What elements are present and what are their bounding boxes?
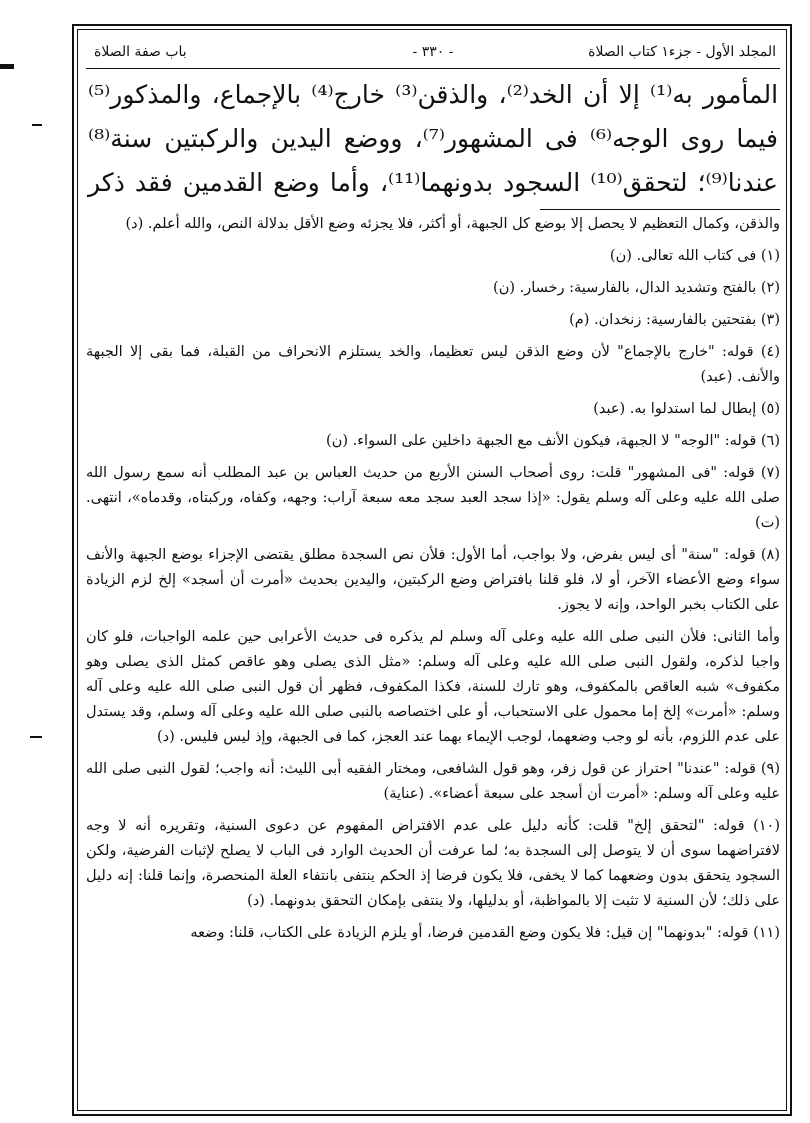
footnote: والذقن، وكمال التعظيم لا يحصل إلا بوضع كل الجبهة، أو أكثر، فلا يجزئه وضع الأقل بدلالة النص، والله أعلم. (د) (125, 216, 780, 232)
main-text (86, 73, 780, 205)
footnote-separator (540, 209, 780, 210)
header-rule (86, 68, 780, 69)
main-line: فيما روى الوجه⁽⁶⁾ فى المشهور⁽⁷⁾، ووضع اليدين والركبتين سنة⁽⁸⁾ (88, 124, 778, 153)
footnote: (١) فى كتاب الله تعالى. (ن) (609, 248, 780, 264)
footnotes (86, 212, 780, 946)
footnote: (٣) بفتحتين بالفارسية: زنخدان. (م) (569, 312, 780, 328)
page-number: - ٣٣٠ - (412, 44, 454, 60)
scan-speck (30, 736, 42, 738)
footnote: وأما الثانى: فلأن النبى صلى الله عليه وعلى آله وسلم لم يذكره فى حديث الأعرابى حين علمه الواجبات، فلو كان واجبا لذكره، ولقول النبى صلى الله عليه وعلى آله وسلم: «مثل الذى يصلى وهو عاقص كمثل الذى يصلى وهو مكفوف» شبه العاقص بالمكفوف، وهو تارك للسنة، فكذا المكفوف، فظهر أن قول النبى صلى الله عليه وعلى آله وسلم: «أمرت» إلخ إما محمول على الاستحباب، أو على اختصاصه بالنبى صلى الله عليه وعلى آله وسلم، وقد يستدل على عدم اللزوم، بأنه لو وجب وضعهما، لوجب الإيماء بهما عند العجز، كما فى الجبهة، وإذ ليس فليس. (د) (86, 629, 780, 745)
footnote: (١١) قوله: "بدونهما" إن قيل: فلا يكون وضع القدمين فرضا، أو يلزم الزيادة على الكتاب، قلنا: وضعه (190, 925, 780, 941)
scan-speck (32, 124, 42, 126)
running-header (86, 36, 780, 68)
main-line: المأمور به⁽¹⁾ إلا أن الخد⁽²⁾، والذقن⁽³⁾ خارج⁽⁴⁾ بالإجماع، والمذكور⁽⁵⁾ (88, 80, 779, 109)
footnote: (٢) بالفتح وتشديد الدال، بالفارسية: رخسار. (ن) (493, 280, 780, 296)
footnote: (٤) قوله: "خارج بالإجماع" لأن وضع الذقن ليس تعظيما، والخد يستلزم الانحراف من القبلة، فما بقى إلا الجبهة والأنف. (عبد) (86, 344, 780, 385)
header-chapter: باب صفة الصلاة (94, 44, 187, 60)
footnote: (٧) قوله: "فى المشهور" قلت: روى أصحاب السنن الأربع من حديث العباس بن عبد المطلب أنه سمع رسول الله صلى الله عليه وعلى آله وسلم يقول: «إذا سجد العبد سجد معه سبعة آراب: وجهه، وكفاه، وركبتاه، وقدماه»، انتهى. (ت) (86, 465, 780, 531)
document-page (86, 36, 780, 1108)
footnote: (٦) قوله: "الوجه" لا الجبهة، فيكون الأنف مع الجبهة داخلين على السواء. (ن) (326, 433, 780, 449)
main-line: عندنا⁽⁹⁾؛ لتحقق⁽¹⁰⁾ السجود بدونهما⁽¹¹⁾، وأما وضع القدمين فقد ذكر (88, 168, 778, 197)
footnote: (٩) قوله: "عندنا" احتراز عن قول زفر، وهو قول الشافعى، ومختار الفقيه أبى الليث: أنه واجب؛ لقول النبى صلى الله عليه وعلى آله وسلم: «أمرت أن أسجد على سبعة أعضاء». (عناية) (86, 761, 780, 802)
footnote: (١٠) قوله: "لتحقق إلخ" قلت: كأنه دليل على عدم الافتراض المفهوم عن دعوى السنية، وتقريره أنه لا وجه لافتراضهما سوى أن لا يتوصل إلى السجدة به؛ لما عرفت أن الحديث الوارد فى الباب لا يصلح لإثبات الفرضية، ولكن السجود يتحقق بدون وضعهما كما لا يخفى، فلا يكون فرضا إذ الحكم ينتفى بانتفاء العلة المنحصرة، وإنما قلنا: إنه دليل على ذلك؛ لأن السنية لا تثبت إلا بالمواظبة، أو بدليلها، ولا ينتفى بإمكان التحقق بدونهما. (د) (86, 818, 780, 909)
footnote: (٨) قوله: "سنة" أى ليس بفرض، ولا بواجب، أما الأول: فلأن نص السجدة مطلق يقتضى الإجزاء بوضع الجبهة والأنف سواء وضع الأعضاء الآخر، أو لا، فلو قلنا بافتراض وضع الركبتين، واليدين بحديث «أمرت أن أسجد» إلخ لزم الزيادة على الكتاب بخبر الواحد، وإنه لا يجوز. (86, 547, 780, 613)
footnote: (٥) إبطال لما استدلوا به. (عبد) (593, 401, 780, 417)
scan-speck (0, 64, 14, 69)
header-volume: المجلد الأول - جزء١ كتاب الصلاة (588, 44, 776, 60)
